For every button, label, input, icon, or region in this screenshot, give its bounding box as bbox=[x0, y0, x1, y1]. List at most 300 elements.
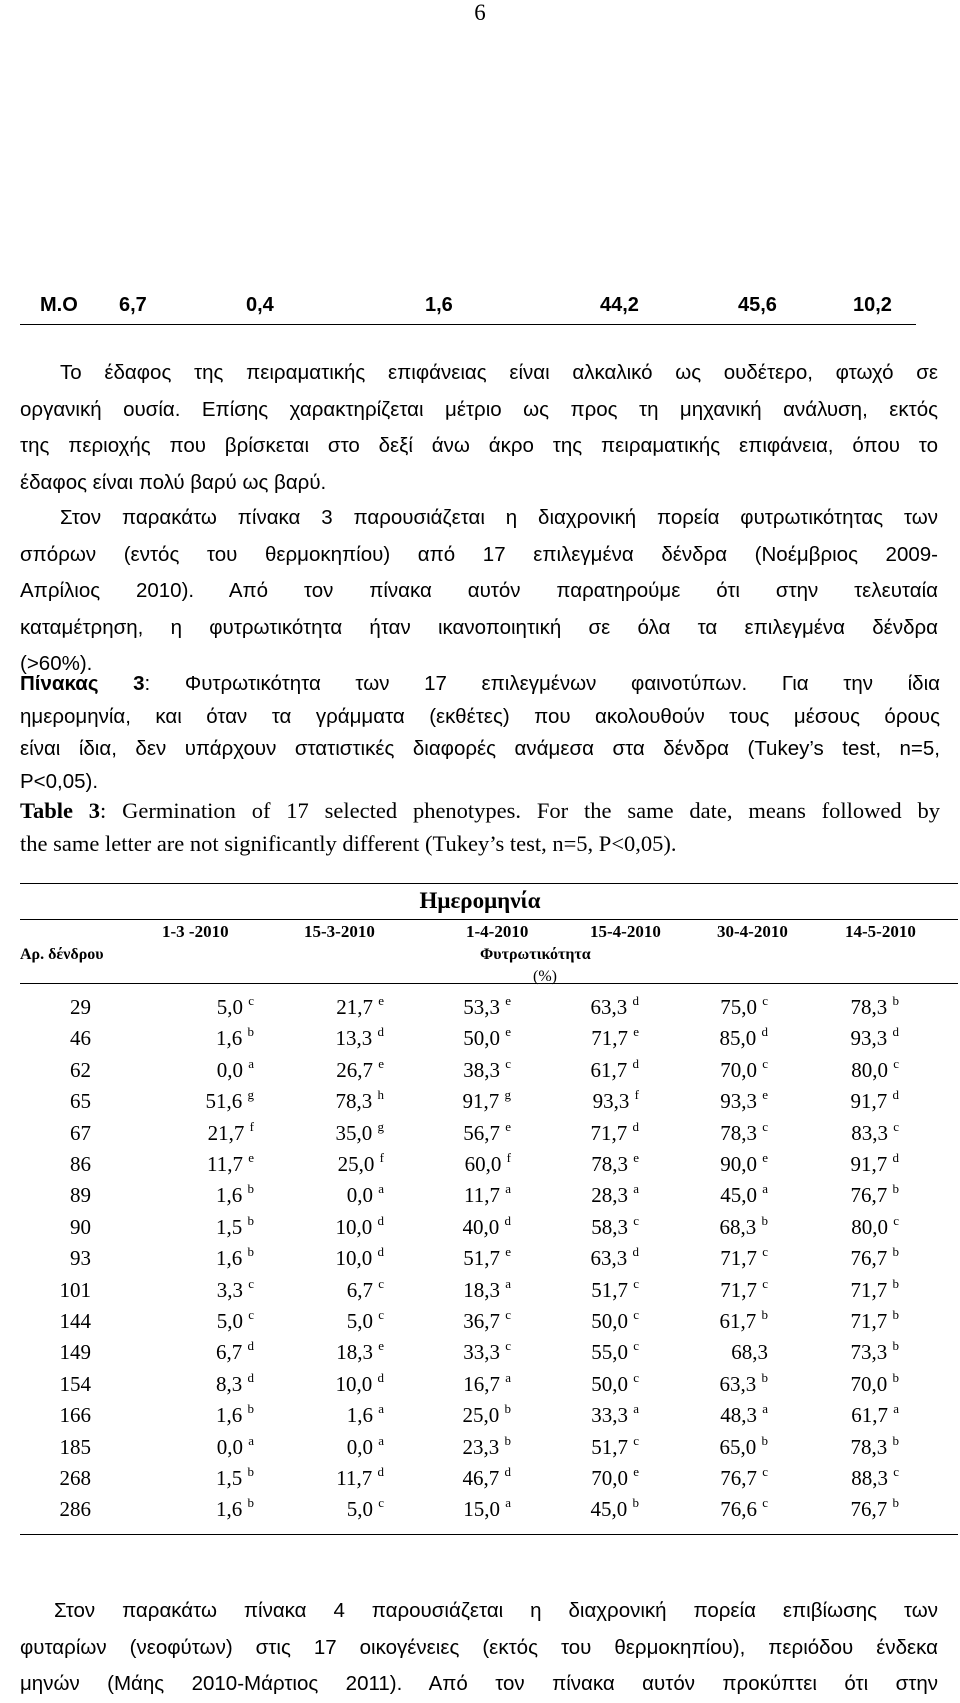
tree-number-cell: 62 bbox=[70, 1057, 91, 1082]
germination-value: 45,0 bbox=[590, 1497, 628, 1522]
germination-value: 36,7 bbox=[463, 1309, 500, 1333]
text-line: έδαφος είναι πολύ βαρύ ως βαρύ. bbox=[20, 470, 327, 494]
germination-cell bbox=[216, 1026, 254, 1051]
germination-cell bbox=[591, 1497, 640, 1522]
germination-value: 91,7 bbox=[850, 1152, 888, 1176]
germination-value: 63,3 bbox=[590, 995, 628, 1019]
germination-cell bbox=[851, 1183, 900, 1208]
germination-value: 40,0 bbox=[462, 1214, 500, 1239]
germination-value: 51,6 bbox=[205, 1089, 243, 1114]
germination-cell bbox=[851, 1026, 900, 1051]
mo-value: 0,4 bbox=[246, 294, 274, 316]
significance-letter: b bbox=[761, 1212, 768, 1228]
significance-letter: e bbox=[378, 1055, 384, 1071]
significance-letter: d bbox=[247, 1338, 254, 1354]
germination-value: 50,0 bbox=[463, 1026, 500, 1051]
germination-cell bbox=[216, 1275, 254, 1303]
tree-number-cell: 89 bbox=[70, 1183, 91, 1208]
significance-letter: d bbox=[632, 1055, 639, 1071]
significance-letter: c bbox=[762, 1275, 768, 1291]
date-header: 15-3-2010 bbox=[304, 922, 375, 941]
germination-cell bbox=[463, 1118, 511, 1146]
significance-letter: c bbox=[762, 1055, 768, 1071]
germination-cell bbox=[216, 1403, 254, 1428]
germination-cell bbox=[336, 1340, 384, 1365]
significance-letter: d bbox=[632, 1244, 639, 1260]
germination-value: 1,6 bbox=[216, 1497, 243, 1522]
significance-letter: d bbox=[892, 1024, 899, 1040]
significance-letter: a bbox=[378, 1432, 384, 1448]
germination-cell bbox=[216, 1340, 254, 1365]
germination-value: 63,3 bbox=[719, 1371, 757, 1396]
germination-cell bbox=[851, 995, 900, 1020]
germination-cell bbox=[336, 1026, 385, 1051]
germination-value: 76,7 bbox=[720, 1466, 757, 1490]
germination-value: 28,3 bbox=[591, 1183, 628, 1208]
germination-cell bbox=[207, 1118, 254, 1146]
germination-value: 56,7 bbox=[463, 1120, 500, 1145]
germination-value: 16,7 bbox=[463, 1371, 500, 1396]
significance-letter: c bbox=[505, 1307, 511, 1322]
germination-cell bbox=[335, 1118, 385, 1146]
significance-letter: c bbox=[762, 1495, 768, 1511]
germination-cell bbox=[591, 995, 640, 1020]
germination-cell bbox=[347, 1403, 384, 1428]
germination-value: 13,3 bbox=[335, 1026, 373, 1051]
significance-letter: c bbox=[762, 1118, 768, 1134]
germination-cell bbox=[851, 1466, 899, 1491]
date-header: 30-4-2010 bbox=[717, 922, 788, 941]
tree-number-cell: 149 bbox=[59, 1340, 91, 1365]
significance-letter: d bbox=[377, 1464, 384, 1479]
significance-letter: f bbox=[249, 1118, 254, 1134]
germination-cell bbox=[719, 1212, 769, 1240]
germination-value: 80,0 bbox=[851, 1057, 888, 1082]
germination-cell bbox=[463, 995, 511, 1020]
germination-cell bbox=[216, 1183, 254, 1208]
germination-cell bbox=[464, 1183, 511, 1208]
germination-cell bbox=[463, 1246, 511, 1271]
germination-cell bbox=[216, 1369, 254, 1397]
germination-cell bbox=[216, 1055, 254, 1083]
germination-value: 1,5 bbox=[216, 1214, 243, 1239]
mo-value: 44,2 bbox=[600, 294, 639, 316]
significance-letter: c bbox=[633, 1275, 639, 1291]
significance-letter: c bbox=[762, 1244, 768, 1260]
germination-cell bbox=[591, 1183, 639, 1208]
germination-value: 3,3 bbox=[216, 1277, 243, 1302]
significance-letter: d bbox=[892, 1087, 899, 1103]
significance-letter: a bbox=[248, 1432, 254, 1448]
tree-number-cell: 90 bbox=[70, 1214, 91, 1239]
germination-cell bbox=[216, 1432, 254, 1460]
significance-letter: c bbox=[633, 1369, 639, 1385]
tree-column-header: Αρ. δένδρου bbox=[20, 946, 104, 963]
tree-number-cell: 86 bbox=[70, 1152, 91, 1176]
tree-number-cell: 286 bbox=[59, 1497, 91, 1522]
germination-cell bbox=[463, 1497, 511, 1522]
germination-value: 48,3 bbox=[720, 1403, 757, 1428]
germination-value: 55,0 bbox=[591, 1340, 628, 1365]
germination-cell bbox=[590, 1118, 640, 1146]
germination-cell bbox=[591, 1466, 639, 1491]
significance-letter: c bbox=[633, 1338, 639, 1354]
date-header: 15-4-2010 bbox=[590, 922, 661, 941]
germination-cell bbox=[216, 1246, 254, 1271]
significance-letter: c bbox=[762, 993, 768, 1008]
significance-letter: e bbox=[762, 1087, 768, 1103]
germination-cell bbox=[731, 1340, 768, 1365]
germination-value: 0,0 bbox=[216, 1434, 243, 1459]
germination-value: 45,0 bbox=[720, 1183, 757, 1208]
germination-cell bbox=[463, 1089, 512, 1114]
germination-cell bbox=[591, 1275, 639, 1303]
germination-cell bbox=[850, 1432, 900, 1460]
significance-letter: a bbox=[248, 1055, 254, 1071]
germination-cell bbox=[462, 1432, 512, 1460]
significance-letter: h bbox=[377, 1087, 384, 1103]
germination-value: 60,0 bbox=[464, 1152, 502, 1176]
germination-cell bbox=[336, 1055, 384, 1083]
significance-letter: b bbox=[892, 1432, 899, 1448]
mo-label: M.O bbox=[40, 294, 78, 316]
germination-value: 46,7 bbox=[462, 1466, 500, 1490]
germination-cell bbox=[335, 1212, 385, 1240]
significance-letter: f bbox=[379, 1150, 384, 1165]
significance-letter: e bbox=[505, 1244, 511, 1260]
germination-cell bbox=[216, 1497, 254, 1522]
significance-letter: e bbox=[633, 1024, 639, 1040]
germination-cell bbox=[720, 1183, 768, 1208]
caption-line: P<0,05). bbox=[20, 769, 99, 793]
significance-letter: b bbox=[504, 1401, 511, 1417]
significance-letter: e bbox=[633, 1150, 639, 1165]
text-line: μηνών (Μάης 2010-Μάρτιος 2011). Από τον πίνακα αυτόν προκύπτει ότι στην bbox=[20, 1672, 938, 1695]
germination-value: 1,6 bbox=[346, 1403, 373, 1428]
significance-letter: c bbox=[378, 1495, 384, 1511]
significance-letter: a bbox=[505, 1275, 511, 1291]
germination-value: 5,0 bbox=[216, 995, 243, 1019]
significance-letter: c bbox=[893, 1055, 899, 1071]
table-caption-greek bbox=[20, 668, 940, 798]
germination-value: 25,0 bbox=[337, 1152, 375, 1176]
significance-letter: b bbox=[247, 1464, 254, 1479]
germination-value: 88,3 bbox=[851, 1466, 888, 1490]
caption-label: Πίνακας 3 bbox=[20, 672, 145, 695]
germination-value: 76,7 bbox=[850, 1497, 888, 1522]
significance-letter: c bbox=[505, 1055, 511, 1071]
germination-cell bbox=[591, 1432, 639, 1460]
tree-number-cell: 144 bbox=[59, 1309, 91, 1333]
germination-cell bbox=[720, 1497, 768, 1522]
germination-value: 10,0 bbox=[335, 1371, 373, 1396]
significance-letter: a bbox=[505, 1495, 511, 1511]
germination-value: 0,0 bbox=[346, 1434, 373, 1459]
germination-cell bbox=[591, 1026, 639, 1051]
germination-value: 25,0 bbox=[462, 1403, 500, 1428]
germination-value: 78,3 bbox=[720, 1120, 757, 1145]
germination-value: 61,7 bbox=[851, 1403, 888, 1428]
germination-value: 50,0 bbox=[591, 1309, 628, 1333]
germination-value: 76,6 bbox=[720, 1497, 757, 1522]
paragraph-germination bbox=[20, 500, 938, 683]
germination-value: 78,3 bbox=[335, 1089, 373, 1114]
germination-header: Φυτρωτικότητα bbox=[480, 946, 591, 963]
significance-letter: c bbox=[633, 1432, 639, 1448]
caption-text: : Germination of 17 selected phenotypes. For the same date, means followed by bbox=[100, 798, 940, 823]
germination-cell bbox=[347, 1497, 384, 1522]
germination-value: 0,0 bbox=[216, 1057, 243, 1082]
significance-letter: a bbox=[378, 1401, 384, 1417]
significance-letter: c bbox=[505, 1338, 511, 1354]
mo-value: 1,6 bbox=[425, 294, 453, 316]
germination-cell bbox=[347, 1309, 384, 1334]
text-line: καταμέτρηση, η φυτρωτικότητα ήταν ικανοποιητική σε όλα τα επιλεγμένα δένδρα bbox=[20, 615, 938, 639]
germination-value: 23,3 bbox=[462, 1434, 500, 1459]
significance-letter: c bbox=[893, 1212, 899, 1228]
significance-letter: c bbox=[762, 1464, 768, 1479]
germination-cell bbox=[336, 1089, 385, 1114]
significance-letter: a bbox=[633, 1401, 639, 1417]
germination-value: 73,3 bbox=[850, 1340, 888, 1365]
significance-letter: d bbox=[892, 1150, 899, 1165]
germination-value: 70,0 bbox=[591, 1466, 628, 1490]
germination-value: 91,7 bbox=[850, 1089, 888, 1114]
table-rule-top bbox=[20, 883, 958, 884]
significance-letter: d bbox=[247, 1369, 254, 1385]
significance-letter: c bbox=[893, 1118, 899, 1134]
germination-cell bbox=[591, 1340, 639, 1365]
germination-value: 63,3 bbox=[590, 1246, 628, 1271]
germination-value: 76,7 bbox=[850, 1246, 888, 1271]
germination-value: 5,0 bbox=[346, 1497, 373, 1522]
germination-value: 1,5 bbox=[216, 1466, 243, 1490]
germination-cell bbox=[720, 1466, 768, 1491]
germination-cell bbox=[465, 1152, 511, 1177]
text-line: Το έδαφος της πειραματικής επιφάνειας είναι αλκαλικό ως ουδέτερο, φτωχό σε bbox=[60, 361, 938, 384]
germination-cell bbox=[463, 1403, 512, 1428]
significance-letter: d bbox=[377, 1244, 384, 1260]
significance-letter: b bbox=[892, 1338, 899, 1354]
germination-value: 18,3 bbox=[463, 1277, 500, 1302]
caption-line bbox=[20, 795, 940, 828]
germination-cell bbox=[720, 1026, 769, 1051]
germination-value: 33,3 bbox=[591, 1403, 628, 1428]
significance-letter: e bbox=[505, 1118, 511, 1134]
germination-cell bbox=[591, 1369, 639, 1397]
germination-cell bbox=[346, 1432, 384, 1460]
germination-cell bbox=[851, 1340, 900, 1365]
germination-value: 68,3 bbox=[731, 1340, 768, 1365]
germination-value: 1,6 bbox=[216, 1026, 243, 1051]
date-header: 1-4-2010 bbox=[466, 922, 529, 941]
germination-cell bbox=[336, 1246, 385, 1271]
germination-value: 83,3 bbox=[851, 1120, 888, 1145]
significance-letter: c bbox=[248, 1307, 254, 1322]
caption-line: the same letter are not significantly different (Tukey’s test, n=5, P<0,05). bbox=[20, 830, 677, 856]
germination-cell bbox=[720, 1089, 768, 1114]
significance-letter: c bbox=[893, 1464, 899, 1479]
significance-letter: b bbox=[247, 1244, 254, 1260]
germination-value: 80,0 bbox=[851, 1214, 888, 1239]
significance-letter: b bbox=[761, 1369, 768, 1385]
germination-cell bbox=[720, 1055, 768, 1083]
significance-letter: d bbox=[377, 1369, 384, 1385]
germination-value: 6,7 bbox=[216, 1340, 243, 1365]
significance-letter: c bbox=[248, 1275, 254, 1291]
significance-letter: a bbox=[633, 1181, 639, 1197]
germination-value: 21,7 bbox=[336, 995, 373, 1019]
significance-letter: e bbox=[762, 1150, 768, 1165]
significance-letter: b bbox=[504, 1432, 511, 1448]
germination-value: 10,0 bbox=[335, 1246, 373, 1271]
table-rule-subheader bbox=[20, 983, 958, 984]
germination-value: 78,3 bbox=[850, 995, 888, 1019]
germination-value: 15,0 bbox=[463, 1497, 500, 1522]
mo-value: 45,6 bbox=[738, 294, 777, 316]
significance-letter: c bbox=[378, 1307, 384, 1322]
germination-value: 61,7 bbox=[719, 1309, 757, 1333]
germination-cell bbox=[850, 1369, 900, 1397]
significance-letter: b bbox=[892, 1275, 899, 1291]
germination-value: 76,7 bbox=[850, 1183, 888, 1208]
page-number: 6 bbox=[474, 0, 486, 25]
germination-cell bbox=[851, 1055, 899, 1083]
germination-value: 85,0 bbox=[719, 1026, 757, 1051]
significance-letter: e bbox=[378, 993, 384, 1008]
significance-letter: a bbox=[762, 1181, 768, 1197]
significance-letter: b bbox=[632, 1495, 639, 1511]
paragraph-soil bbox=[20, 355, 938, 501]
significance-letter: d bbox=[377, 1024, 384, 1040]
germination-cell bbox=[591, 1212, 639, 1240]
germination-value: 53,3 bbox=[463, 995, 500, 1019]
germination-value: 71,7 bbox=[591, 1026, 628, 1051]
germination-value: 18,3 bbox=[336, 1340, 373, 1365]
germination-cell bbox=[720, 1309, 769, 1334]
germination-cell bbox=[346, 1275, 384, 1303]
caption-line bbox=[20, 668, 940, 701]
germination-value: 1,6 bbox=[216, 1183, 243, 1208]
germination-cell bbox=[462, 1212, 512, 1240]
significance-letter: c bbox=[633, 1307, 639, 1322]
text-line: της περιοχής που βρίσκεται στο δεξί άνω άκρο της πειραματικής επιφάνεια, όπου το bbox=[20, 434, 938, 457]
caption-label: Table 3 bbox=[20, 798, 101, 823]
germination-cell bbox=[590, 1055, 640, 1083]
tree-number-cell: 268 bbox=[59, 1466, 91, 1490]
germination-cell bbox=[336, 1466, 384, 1491]
significance-letter: f bbox=[506, 1150, 511, 1165]
germination-value: 91,7 bbox=[462, 1089, 500, 1114]
germination-cell bbox=[593, 1089, 639, 1114]
tree-number-cell: 65 bbox=[70, 1089, 91, 1114]
significance-letter: b bbox=[247, 1181, 254, 1197]
text-line: Απρίλιος 2010). Από τον πίνακα αυτόν παρατηρούμε ότι στην τελευταία bbox=[20, 579, 938, 602]
germination-value: 33,3 bbox=[463, 1340, 500, 1365]
text-line: (>60%). bbox=[20, 652, 93, 675]
table-group-header: Ημερομηνία bbox=[419, 888, 541, 913]
significance-letter: b bbox=[247, 1495, 254, 1511]
significance-letter: f bbox=[634, 1087, 639, 1103]
tree-number-cell: 93 bbox=[70, 1246, 91, 1271]
germination-cell bbox=[207, 1152, 254, 1177]
significance-letter: a bbox=[893, 1401, 899, 1417]
germination-value: 90,0 bbox=[720, 1152, 757, 1176]
tree-number-cell: 29 bbox=[70, 995, 91, 1019]
significance-letter: d bbox=[504, 1464, 511, 1479]
germination-value: 1,6 bbox=[216, 1246, 243, 1271]
germination-cell bbox=[347, 1183, 384, 1208]
significance-letter: e bbox=[633, 1464, 639, 1479]
germination-cell bbox=[338, 1152, 384, 1177]
caption-line: είναι ίδια, δεν υπάρχουν στατιστικές διαφορές ανάμεσα στα δένδρα (Tukey’s test, n=5, bbox=[20, 737, 940, 760]
germination-value: 51,7 bbox=[591, 1434, 628, 1459]
text-line: φυταρίων (νεοφύτων) στις 17 οικογένειες (εκτός του θερμοκηπίου), περιόδου ένδεκα bbox=[20, 1635, 938, 1659]
germination-value: 51,7 bbox=[463, 1246, 500, 1271]
significance-letter: a bbox=[505, 1369, 511, 1385]
germination-value: 58,3 bbox=[591, 1214, 628, 1239]
significance-letter: d bbox=[504, 1212, 511, 1228]
germination-value: 11,7 bbox=[206, 1152, 243, 1176]
germination-value: 93,3 bbox=[592, 1089, 630, 1114]
germination-cell bbox=[216, 1212, 254, 1240]
germination-cell bbox=[720, 1246, 768, 1271]
germination-value: 78,3 bbox=[850, 1434, 888, 1459]
germination-cell bbox=[720, 995, 768, 1020]
germination-value: 75,0 bbox=[720, 995, 757, 1019]
germination-cell bbox=[851, 1089, 900, 1114]
germination-value: 71,7 bbox=[720, 1246, 757, 1271]
germination-value: 70,0 bbox=[720, 1057, 757, 1082]
germination-cell bbox=[591, 1403, 639, 1428]
significance-letter: c bbox=[378, 1275, 384, 1291]
mo-value: 6,7 bbox=[119, 294, 147, 316]
text-line: Στον παρακάτω πίνακα 3 παρουσιάζεται η διαχρονική πορεία φυτρωτικότητας των bbox=[60, 506, 938, 529]
text-line: Στον παρακάτω πίνακα 4 παρουσιάζεται η διαχρονική πορεία επιβίωσης των bbox=[54, 1599, 938, 1622]
germination-cell bbox=[850, 1275, 900, 1303]
germination-cell bbox=[336, 995, 384, 1020]
significance-letter: b bbox=[892, 1244, 899, 1260]
germination-cell bbox=[851, 1403, 899, 1428]
germination-value: 78,3 bbox=[591, 1152, 628, 1176]
germination-cell bbox=[851, 1309, 900, 1334]
significance-letter: d bbox=[632, 1118, 639, 1134]
germination-cell bbox=[851, 1212, 899, 1240]
germination-value: 50,0 bbox=[591, 1371, 628, 1396]
unit-label: (%) bbox=[533, 968, 557, 985]
germination-cell bbox=[463, 1026, 511, 1051]
significance-letter: e bbox=[505, 1024, 511, 1040]
germination-cell bbox=[720, 1275, 768, 1303]
paragraph-survival bbox=[20, 1593, 938, 1703]
significance-letter: g bbox=[247, 1087, 254, 1103]
text-line: οργανική ουσία. Επίσης χαρακτηρίζεται μέτριο ως προς τη μηχανική ανάλυση, εκτός bbox=[20, 397, 938, 421]
germination-value: 5,0 bbox=[216, 1309, 243, 1333]
significance-letter: b bbox=[761, 1432, 768, 1448]
germination-cell bbox=[591, 1309, 639, 1334]
mo-row bbox=[20, 288, 916, 325]
mo-value: 10,2 bbox=[853, 294, 892, 316]
germination-cell bbox=[217, 1309, 254, 1334]
germination-value: 71,7 bbox=[720, 1277, 757, 1302]
germination-cell bbox=[720, 1403, 768, 1428]
significance-letter: g bbox=[377, 1118, 384, 1134]
germination-value: 8,3 bbox=[216, 1371, 243, 1396]
significance-letter: b bbox=[892, 993, 899, 1008]
germination-value: 70,0 bbox=[850, 1371, 888, 1396]
tree-number-cell: 67 bbox=[70, 1120, 91, 1145]
germination-cell bbox=[206, 1089, 255, 1114]
